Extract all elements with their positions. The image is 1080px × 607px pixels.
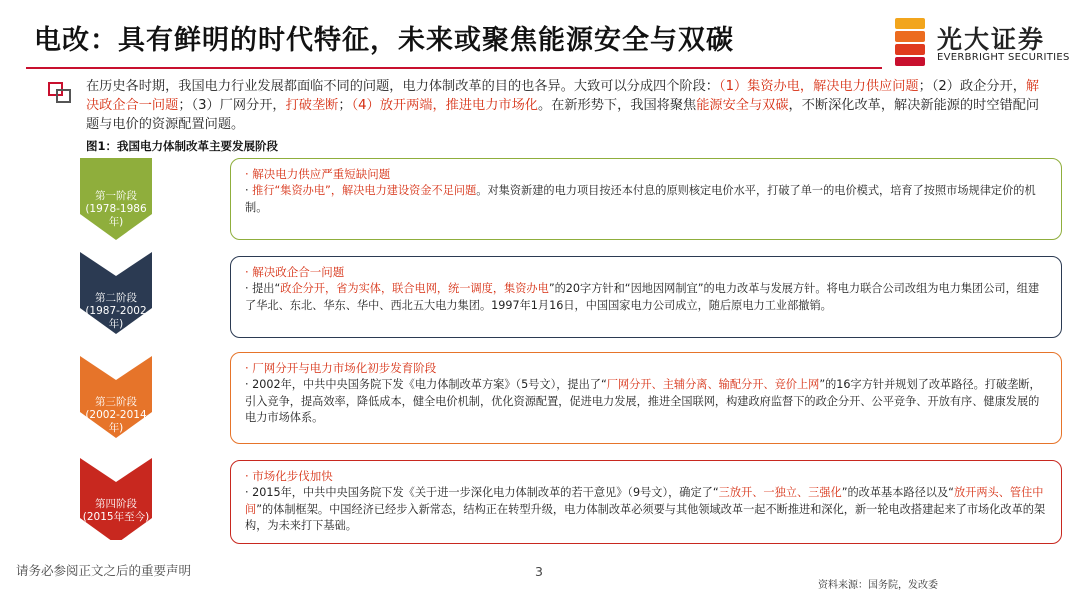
disclaimer-note: 请务必参阅正文之后的重要声明: [16, 563, 192, 578]
stage-3-body-highlight: 厂网分开、主辅分离、输配分开、竞价上网: [606, 378, 820, 391]
stage-3-label: [82, 396, 150, 435]
stage-1-body-pre: ·: [245, 184, 253, 197]
stage-1-body-post: 。对集资新建的电力项目按还本付息的原则核定电价水平，打破了单一的电价模式，培育了按照市场规律定价的机制。: [245, 184, 1036, 214]
stage-4-label: [82, 498, 150, 524]
stage-4-period: (2015年至今): [82, 511, 150, 523]
stage-2-body-highlight: 政企分开，省为实体，联合电网，统一调度，集资办电: [280, 282, 549, 295]
intro-highlight-4a: （4）放开两端，: [351, 98, 446, 113]
stage-3-heading: · 厂网分开与电力市场化初步发育阶段: [245, 361, 437, 375]
source-note: 资料来源：国务院，发改委: [818, 580, 938, 591]
page-number: 3: [535, 564, 543, 579]
title-underline: [26, 67, 882, 69]
stage-2-period: (1987-2002年): [85, 305, 147, 330]
stage-1-period: (1978-1986年): [85, 203, 147, 228]
intro-text-4: ；: [338, 98, 352, 113]
intro-highlight-4b: 推进电力市场化: [445, 98, 538, 113]
stage-1-body: [245, 183, 1047, 216]
company-logo: [893, 18, 1070, 68]
stage-3-box: [230, 352, 1062, 444]
stage-4-body-highlight-2: 放开两头、管住中间: [245, 486, 1044, 516]
stage-3-body: [245, 377, 1047, 427]
intro-highlight-2: 解决政企合一问题: [86, 79, 1040, 113]
stage-3-body-pre: · 2002年，中共中央国务院下发《电力体制改革方案》（5号文），提出了“: [245, 378, 607, 391]
stage-3-name: 第三阶段: [95, 396, 137, 408]
stage-2-heading: · 解决政企合一问题: [245, 265, 345, 279]
intro-paragraph: [86, 77, 1046, 134]
stage-4-body-pre: · 2015年，中共中央国务院下发《关于进一步深化电力体制改革的若干意见》（9号文），确定了“: [245, 486, 719, 499]
intro-text-6: ，不断深化改革，解决新能源的时空错配问题与电价的资源配置问题。: [86, 98, 1040, 132]
stage-1-label: [82, 190, 150, 229]
intro-text-2b: （2）政企分开，: [931, 79, 1026, 94]
stage-2-body-pre: · 提出“: [245, 282, 281, 295]
logo-name-cn: 光大证券: [937, 25, 1046, 54]
stage-2-box: [230, 256, 1062, 338]
stage-4-body: [245, 485, 1047, 535]
bullet-squares-icon: [48, 82, 72, 104]
stage-4-box: [230, 460, 1062, 544]
intro-highlight-1: （1）集资办电，解决电力供应问题: [719, 79, 919, 94]
intro-highlight-5: 能源安全与双碳: [696, 98, 789, 113]
figure-title: 图1：我国电力体制改革主要发展阶段: [86, 139, 278, 153]
intro-text-3b: （3）厂网分开，: [191, 98, 286, 113]
stage-4-name: 第四阶段: [95, 498, 137, 510]
stage-1-box: [230, 158, 1062, 240]
stage-4-body-highlight: 三放开、一独立、三强化: [718, 486, 842, 499]
intro-text-3: ；: [178, 98, 192, 113]
stage-2-body-post: ”的20字方针和“因地因网制宜”的电力改革与发展方针。将电力联合公司改组为电力集团公司，组建了华北、东北、华东、华中、西北五大电力集团。1997年1月16日，中国国家电力公司成立，随后原电力工业部撤销。: [245, 282, 1040, 312]
stage-4-body-mid: ”的改革基本路径以及“: [841, 486, 954, 499]
intro-text-1: 在历史各时期，我国电力行业发展都面临不同的问题，电力体制改革的目的也各异。大致可以分成四个阶段：: [86, 79, 719, 94]
stage-2-name: 第二阶段: [95, 292, 137, 304]
everbright-logo-icon: [893, 18, 927, 66]
stage-2-body: [245, 281, 1047, 314]
page-title: 电改：具有鲜明的时代特征，未来或聚焦能源安全与双碳: [34, 25, 734, 56]
intro-text-2: ；: [918, 79, 932, 94]
stage-1-name: 第一阶段: [95, 190, 137, 202]
intro-highlight-3: 打破垄断: [285, 98, 339, 113]
stage-3-period: (2002-2014年): [85, 409, 147, 434]
stage-1-body-highlight: 推行“集资办电”，解决电力建设资金不足问题: [252, 184, 477, 197]
stage-4-body-post: ”的体制框架。中国经济已经步入新常态，结构正在转型升级，电力体制改革必须要与其他领域改革一起不断推进和深化，新一轮电改搭建起来了市场化改革的架构，为未来打下基础。: [245, 502, 1046, 532]
logo-name-en: EVERBRIGHT SECURITIES: [937, 52, 1070, 63]
stage-1-heading: · 解决电力供应严重短缺问题: [245, 167, 391, 181]
stage-4-heading: · 市场化步伐加快: [245, 469, 333, 483]
stage-2-label: [82, 292, 150, 331]
stage-3-body-post: ”的16字方针并规划了改革路径。打破垄断，引入竞争，提高效率，降低成本，健全电价机制，优化资源配置，促进电力发展，推进全国联网，构建政府监督下的政企分开、公平竞争、开放有序、健康发展的电力市场体系。: [245, 378, 1041, 424]
intro-text-5: 。在新形势下，我国将聚焦: [537, 98, 697, 113]
